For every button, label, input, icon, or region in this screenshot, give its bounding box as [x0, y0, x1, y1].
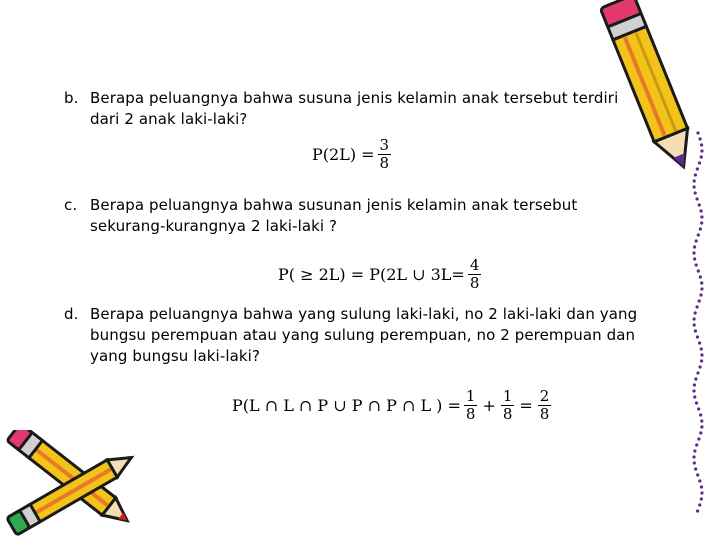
numerator: 1: [502, 387, 513, 405]
border-dot: [700, 281, 703, 284]
border-dot: [696, 131, 699, 134]
question-text: Berapa peluangnya bahwa susuna jenis kelamin anak tersebut terdiri dari 2 anak laki-laki?: [90, 89, 619, 128]
denominator: 8: [469, 274, 480, 292]
border-dot: [694, 173, 697, 176]
border-dot: [699, 227, 702, 230]
denominator: 8: [465, 405, 476, 423]
border-dot: [699, 413, 702, 416]
formula-lhs: P(L ∩ L ∩ P ∪ P ∩ P ∩ L ) =: [232, 396, 461, 415]
border-dot: [696, 167, 699, 170]
border-dot: [699, 293, 702, 296]
crossed-pencils-icon: [0, 430, 150, 540]
border-dot: [694, 311, 697, 314]
border-dot: [694, 191, 697, 194]
border-dot: [700, 497, 703, 500]
border-dot: [693, 179, 696, 182]
formula-lhs: P(2L) =: [312, 145, 375, 164]
border-dot: [692, 455, 695, 458]
numerator: 4: [469, 256, 480, 274]
border-dot: [692, 251, 695, 254]
question-letter: b.: [64, 89, 79, 107]
question-text: Berapa peluangnya bahwa susunan jenis kelamin anak tersebut sekurang-kurangnya 2 laki-laki ?: [90, 196, 578, 235]
fraction: [538, 388, 552, 423]
border-dot: [695, 443, 698, 446]
numerator: 3: [379, 136, 390, 154]
border-dot: [694, 329, 697, 332]
border-dot: [694, 377, 697, 380]
fraction: [501, 388, 515, 423]
border-dot: [699, 275, 702, 278]
dotted-border: [688, 130, 708, 520]
border-dot: [695, 263, 698, 266]
denominator: 8: [379, 154, 390, 172]
border-dot: [693, 317, 696, 320]
border-dot: [698, 161, 701, 164]
border-dot: [695, 239, 698, 242]
border-dot: [698, 341, 701, 344]
border-dot: [696, 509, 699, 512]
formula-lhs: P( ≥ 2L) = P(2L ∪ 3L=: [278, 265, 465, 284]
border-dot: [697, 437, 700, 440]
border-dot: [696, 371, 699, 374]
border-dot: [700, 359, 703, 362]
border-dot: [693, 323, 696, 326]
border-dot: [695, 401, 698, 404]
border-dot: [700, 425, 703, 428]
formula-d: [232, 388, 554, 423]
question-letter: d.: [64, 305, 79, 323]
border-dot: [692, 389, 695, 392]
border-dot: [693, 245, 696, 248]
border-dot: [693, 257, 696, 260]
border-dot: [693, 383, 696, 386]
border-dot: [698, 479, 701, 482]
border-dot: [697, 269, 700, 272]
fraction: [464, 388, 478, 423]
border-dot: [698, 503, 701, 506]
border-dot: [700, 221, 703, 224]
border-dot: [700, 491, 703, 494]
border-dot: [700, 485, 703, 488]
border-dot: [698, 137, 701, 140]
border-dot: [698, 203, 701, 206]
border-dot: [695, 197, 698, 200]
border-dot: [693, 449, 696, 452]
border-dot: [696, 473, 699, 476]
border-dot: [693, 395, 696, 398]
fraction: [468, 257, 482, 292]
border-dot: [700, 347, 703, 350]
border-dot: [694, 467, 697, 470]
formula-c: [278, 257, 484, 292]
border-dot: [699, 209, 702, 212]
formula-b: [312, 137, 394, 172]
border-dot: [697, 407, 700, 410]
equals-sign: =: [519, 396, 533, 415]
question-text: Berapa peluangnya bahwa yang sulung laki-laki, no 2 laki-laki dan yang bungsu perempuan atau yang sulung perempuan, no 2 perempuan dan yang bungsu laki-laki?: [90, 305, 638, 365]
border-dot: [698, 365, 701, 368]
border-dot: [700, 143, 703, 146]
border-dot: [698, 299, 701, 302]
numerator: 2: [539, 387, 550, 405]
border-dot: [693, 185, 696, 188]
border-dot: [699, 431, 702, 434]
border-dot: [700, 287, 703, 290]
border-dot: [700, 155, 703, 158]
denominator: 8: [539, 405, 550, 423]
border-dot: [700, 149, 703, 152]
border-dot: [700, 353, 703, 356]
border-dot: [696, 335, 699, 338]
border-dot: [693, 461, 696, 464]
border-dot: [697, 233, 700, 236]
plus-sign: +: [482, 396, 496, 415]
numerator: 1: [465, 387, 476, 405]
fraction: [378, 137, 392, 172]
border-dot: [700, 215, 703, 218]
border-dot: [695, 305, 698, 308]
denominator: 8: [502, 405, 513, 423]
border-dot: [700, 419, 703, 422]
question-letter: c.: [64, 196, 78, 214]
